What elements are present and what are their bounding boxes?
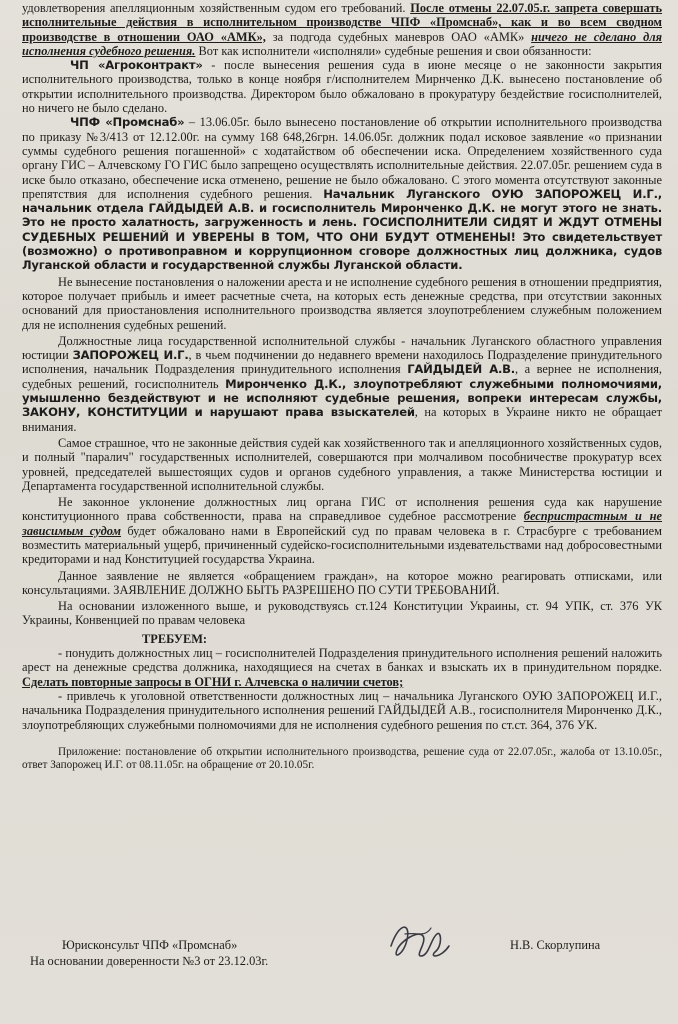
paragraph-agrokontrakt [22, 58, 662, 115]
demand-item-2: - привлечь к уголовной ответственности должностных лиц – начальника Луганского ОУЮ ЗАПОРОЖЕЦ И.Г., начальника Подразделения принудительного исполнения решений ГАЙДЫДЕЙ А.В., госисполнителя Миронченко Д.К., злоупотребляющих служебными полномочиями для не исполнения судебного решения по ст.ст. 364, 376 УК. [22, 688, 662, 732]
agrokontrakt-name: ЧП «Агроконтракт» [70, 58, 203, 73]
attachment-note: Приложение: постановление об открытии исполнительного производства, решение суда от 22.07.05г., жалоба от 13.10.05г., ответ Запорожец И.Г. от 08.11.05г. на обращение от 20.10.05г. [22, 745, 662, 771]
paragraph-basis: На основании изложенного выше, и руководствуясь ст.124 Конституции Украины, ст. 94 УПК, ст. 376 УК Украины, Конвенцией по правам человека [22, 599, 662, 628]
demand-1-text: - понудить должностных лиц – госисполнителей Подразделения принудительного исполнения решений наложить арест на денежные средства должника, находящиеся на счетах в банках и взыскать их в принудительном порядке. [22, 646, 662, 675]
officials-name-2: ГАЙДЫДЕЙ А.В. [407, 362, 516, 377]
intro-emphasis: После отмены 22.07.05.г. запрета совершать исполнительные действия в исполнительном производстве ЧПФ «Промснаб», как и во всем сводном производстве в отношении ОАО «АМК», [22, 1, 662, 44]
strasbourg-text-2: будет обжаловано нами в Европейский суд по правам человека в г. Страсбурге с требованием возместить материальный ущерб, причиненный судейско-госисполнительными издевательствами над добросовестными кредиторами и над Конституцией государства Украина. [22, 523, 662, 567]
strasbourg-emphasis: беспристрастным и не зависимым судом [22, 509, 662, 538]
intro-text-3: Вот как исполнители «исполняли» судебные решения и свои обязанности: [195, 43, 592, 58]
paragraph-promsnab [22, 115, 662, 272]
intro-text-2: за подгода судебных маневров ОАО «АМК» [265, 29, 532, 44]
intro-text: удовлетворения апелляционным хозяйственным судом его требований. [22, 1, 411, 15]
handwritten-signature [385, 916, 455, 964]
officials-name-1: ЗАПОРОЖЕЦ И.Г. [72, 348, 189, 363]
demand-1-emphasis: Сделать повторные запросы в ОГНИ г. Алчевска о наличии счетов; [22, 674, 404, 689]
paragraph-strasbourg [22, 495, 662, 566]
signer-basis: На основании доверенности №3 от 23.12.03г. [30, 954, 269, 968]
officials-text-3: , а вернее не исполнения, судебных решений, госисполнитель [22, 362, 663, 391]
statement-caps: ЗАЯВЛЕНИЕ ДОЛЖНО БЫТЬ РАЗРЕШЕНО ПО СУТИ ТРЕБОВАНИЙ. [113, 582, 500, 597]
officials-text-2: , в чьем подчинении до недавнего времени находилось Подразделение принудительного исполнения, начальник Подразделения принудительного исполнения [22, 348, 663, 377]
officials-accusation: Миронченко Д.К., злоупотребляют служебными полномочиями, умышленно бездействуют и не исполняют судебные решения, вопреки интересам службы, ЗАКОНУ, КОНСТИТУЦИИ и нарушают права взыскателей [22, 376, 663, 420]
paragraph-statement [22, 569, 662, 598]
paragraph-intro [22, 1, 662, 58]
paragraph-scariest: Самое страшное, что не законные действия судей как хозяйственного так и апелляционного хозяйственных судов, и полный "паралич" государственных исполнителей, совершаются при молчаливом пособничестве прокуратур всех уровней, председателей вышестоящих судов и органов судебного управления, а также Министерства юстиции и Департамента государственной исполнительной службы. [22, 435, 662, 493]
paragraph-officials [22, 334, 662, 434]
signer-name: Н.В. Скорлупина [510, 938, 601, 952]
promsnab-text: – 13.06.05г. было вынесено постановление об открытии исполнительного производства по приказу №3/413 от 12.12.00г. на сумму 168 648,26грн. 14.06.05г. должник подал исковое заявление «о признании суммы судебного решения погашенной» с ходатайством об обеспечении иска. Определением хозяйственного суда органу ГИС – Алчевскому ГО ГИС было запрещено осуществлять исполнительные действия. 22.07.05г. решением суда в иске было отказано, обеспечение иска отменено, решение не было обжаловано. С этого момента отсутствуют законные препятствия для исполнения судебного решения. [22, 115, 663, 201]
demand-item-1 [22, 646, 662, 689]
officials-text: Должностные лица государственной исполнительной службы - начальник Луганского областного управления юстиции [22, 333, 662, 363]
strasbourg-text: Не законное уклонение должностных лиц органа ГИС от исполнения решения суда как нарушение конституционного права собственности, права на справедливое судебное рассмотрение [22, 495, 662, 524]
paragraph-arrest: Не вынесение постановления о наложении ареста и не исполнение судебного решения в отношении предприятия, которое получает прибыль и имеет расчетные счета, на которых есть денежные средства, при отсутствии законных оснований для приостановления исполнительного производства является злоупотреблением служебным положением для не исполнения судебных решений. [22, 274, 662, 332]
officials-text-4: , на которых в Украине никто не обращает внимания. [22, 405, 662, 434]
document-body [22, 1, 662, 772]
agrokontrakt-text: - после вынесения решения суда в июне месяце о не законности закрытия исполнительного производства, только в конце ноября г/исполнителем Мирнченко Д.К. вынесено постановление об открытии исполнительного производства. Директором было обжаловано в прокуратуру бездействие госисполнителей, но ничего не было сделано. [22, 58, 662, 116]
promsnab-name: ЧПФ «Промснаб» [70, 115, 185, 130]
intro-emphasis-2: ничего не сделано для исполнения судебного решения. [22, 29, 662, 58]
demand-title: ТРЕБУЕМ: [142, 631, 208, 646]
statement-text: Данное заявление не является «обращением граждан», на которое можно реагировать отписками, или консультациями. [22, 568, 662, 597]
promsnab-accusation: Начальник Луганского ОУЮ ЗАПОРОЖЕЦ И.Г., начальник отдела ГАЙДЫДЕЙ А.В. и госисполнитель Миронченко Д.К. не могут этого не знать. Это не просто халатность, загруженность и лень. ГОСИСПОЛНИТЕЛИ СИДЯТ И ЖДУТ ОТМЕНЫ СУДЕБНЫХ РЕШЕНИЙ И УВЕРЕНЫ В ТОМ, ЧТО ОНИ БУДУТ ОТМЕНЕНЫ! Это свидетельствует (возможно) о противоправном и коррупционном сговоре должностных лиц должника, судов Луганской области и государственной службы Луганской области. [22, 186, 662, 273]
signer-position: Юрисконсульт ЧПФ «Промснаб» [62, 938, 238, 952]
